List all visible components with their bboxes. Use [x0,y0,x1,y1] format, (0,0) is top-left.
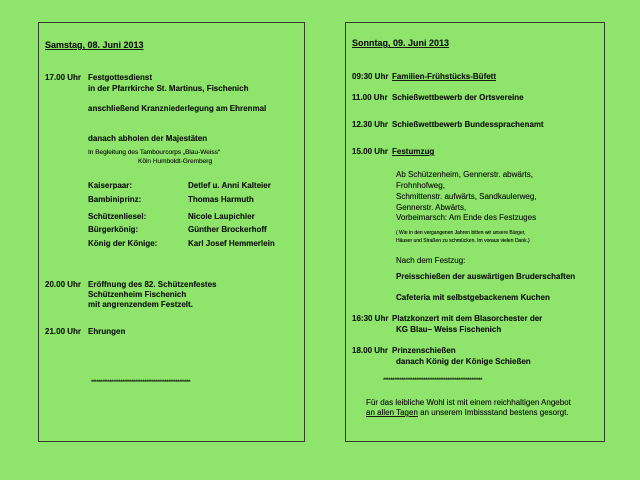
event-title: Festumzug [392,147,435,156]
royal-role: Bürgerkönig: [88,225,139,234]
royal-role: Kaiserpaar: [88,181,133,190]
royal-name: Detlef u. Anni Kalteier [188,181,271,190]
after-parade-label: Nach dem Festzug: [396,256,466,265]
royal-name: Günther Brockerhoff [188,225,267,234]
event-title: Ehrungen [88,327,126,336]
route-line: Vorbeimarsch: Am Ende des Festzuges [396,213,537,222]
footer-emphasis: an allen Tagen [366,408,418,417]
royal-role: König der Könige: [88,239,158,248]
note-line: Häuser und Straßen zu schmücken. Im voraus vielen Dank.) [396,238,530,244]
event-detail: danach König der Könige Schießen [396,357,531,366]
royal-name: Karl Josef Hemmerlein [188,239,275,248]
route-line: Ab Schützenheim, Gennerstr. abwärts, [396,170,533,179]
route-line: Gennerstr. Abwärts, [396,203,467,212]
event-title: Platzkonzert mit dem Blasorchester der [392,314,543,323]
footer-line: Für das leibliche Wohl ist mit einem reichhaltigen Angebot [366,398,571,407]
sunday-heading: Sonntag, 09. Juni 2013 [352,38,450,48]
royal-name: Nicole Laupichler [188,212,255,221]
footer-line [366,408,569,418]
star-divider: ****************************************************** [383,378,483,384]
event-location: in der Pfarrkirche St. Martinus, Fischenich [88,84,249,93]
event-time: 12.30 Uhr [352,120,389,129]
royal-name: Thomas Harmuth [188,195,254,204]
event-title: Schießwettbewerb Bundessprachenamt [392,120,544,129]
saturday-heading: Samstag, 08. Juni 2013 [45,40,144,50]
event-time: 17.00 Uhr [45,73,82,82]
band-line: In Begleitung des Tambourcorps „Blau-Weiss“ [88,149,220,156]
star-divider: ****************************************************** [91,380,191,386]
event-time: 20.00 Uhr [45,280,82,289]
route-line: Frohnhofweg, [396,181,445,190]
event-detail: mit angrenzendem Festzelt. [88,300,193,309]
event-title: Familien-Frühstücks-Büfett [392,72,497,81]
event-title: Prinzenschießen [392,346,456,355]
event-time: 15.00 Uhr [352,147,389,156]
event-detail: KG Blau– Weiss Fischenich [396,325,502,334]
band-line: Köln Humboldt-Gremberg [138,158,213,165]
event-detail: Schützenheim Fischenich [88,290,187,299]
event-time: 11.00 Uhr [352,93,388,102]
event-detail: Preisschießen der auswärtigen Bruderschaften [396,272,576,281]
event-detail: danach abholen der Majestäten [88,134,208,143]
route-line: Schmittenstr. aufwärts, Sandkaulerweg, [396,192,537,201]
footer-text: an unserem Imbissstand bestens gesorgt. [417,408,569,417]
event-time: 21.00 Uhr [45,327,82,336]
event-detail: anschließend Kranzniederlegung am Ehrenmal [88,104,267,113]
event-title: Eröffnung des 82. Schützenfestes [88,280,217,289]
event-title: Schießwettbewerb der Ortsvereine [392,93,524,102]
event-time: 16:30 Uhr [352,314,389,323]
event-time: 18.00 Uhr [352,346,389,355]
royal-role: Schützenliesel: [88,212,147,221]
event-title: Festgottesdienst [88,73,153,82]
note-line: ( Wie in den vergangenen Jahren bitten wir unsere Bürger, [396,230,526,236]
royal-role: Bambiniprinz: [88,195,142,204]
event-detail: Cafeteria mit selbstgebackenem Kuchen [396,293,550,302]
event-time: 09:30 Uhr [352,72,389,81]
